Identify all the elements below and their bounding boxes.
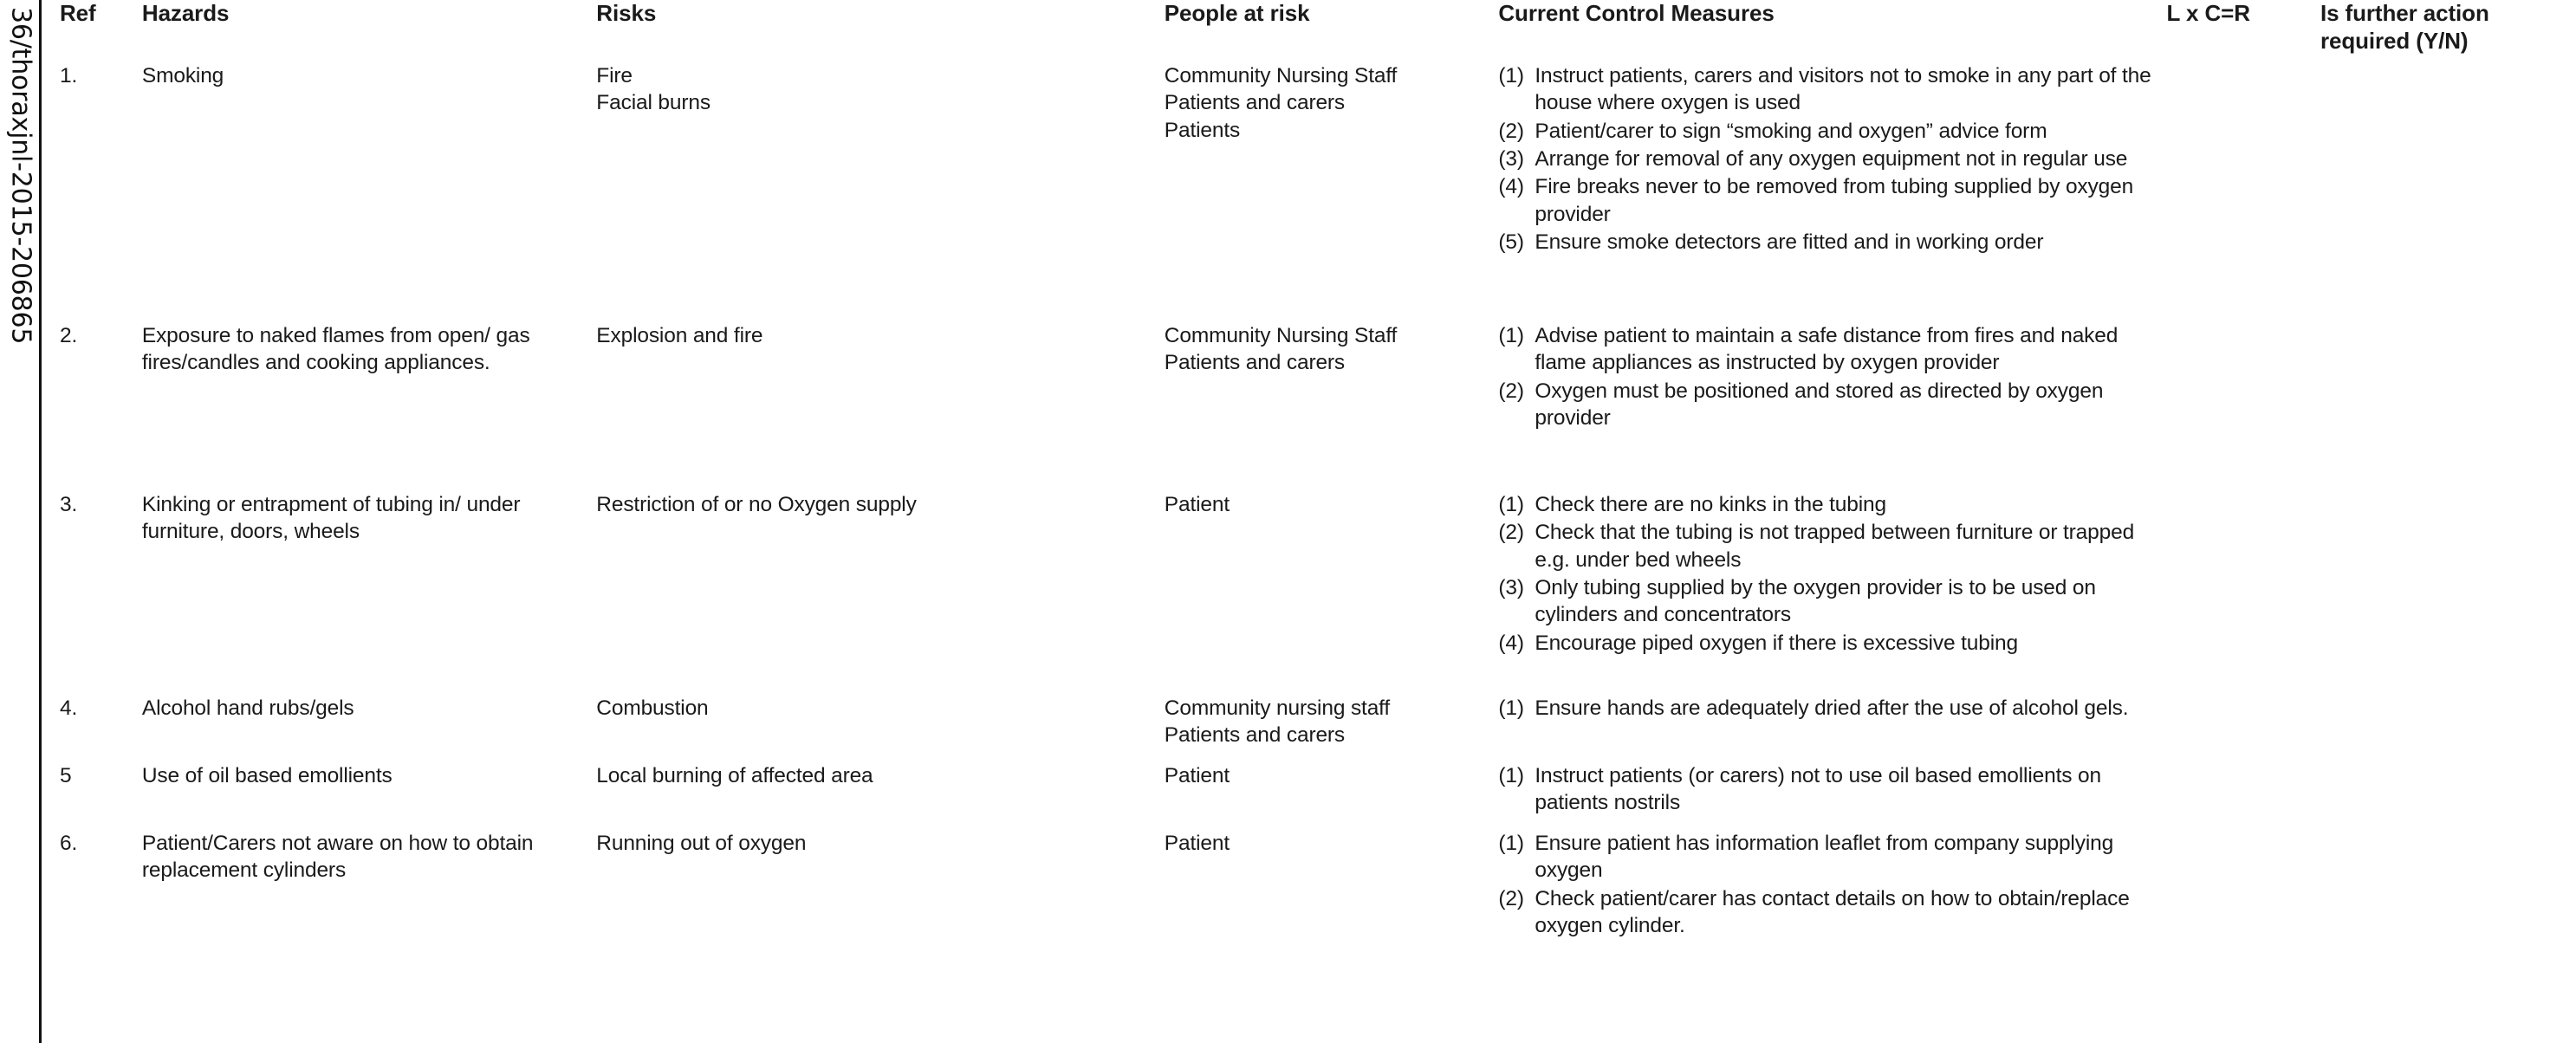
header-hazards: Hazards xyxy=(141,0,230,26)
measure-text: Arrange for removal of any oxygen equipment not in regular use xyxy=(1535,147,2128,172)
risk-line: Running out of oxygen xyxy=(596,832,807,855)
control-measures-list xyxy=(1498,491,2166,657)
cell-people-at-risk xyxy=(1165,762,1499,830)
cell-likelihood[interactable] xyxy=(2167,830,2212,940)
people-line: Patient xyxy=(1164,493,1230,516)
control-measure-item xyxy=(1498,630,2166,657)
cell-rating[interactable] xyxy=(2257,830,2320,940)
cell-likelihood[interactable] xyxy=(2167,322,2212,491)
control-measure-item xyxy=(1498,173,2166,228)
measure-text: Instruct patients, carers and visitors not to smoke in any part of the house where oxygen is used xyxy=(1535,64,2151,115)
cell-risks xyxy=(596,695,1165,762)
control-measure-item xyxy=(1498,491,2166,518)
cell-ref: 5 xyxy=(60,764,72,787)
cell-rating[interactable] xyxy=(2257,762,2320,830)
table-row xyxy=(47,695,2576,762)
control-measure-item xyxy=(1498,762,2166,817)
cell-rating[interactable] xyxy=(2257,62,2320,322)
cell-further-action[interactable] xyxy=(2320,491,2576,695)
measure-number: (1) xyxy=(1498,493,1524,516)
table-row xyxy=(47,762,2576,830)
measure-number: (3) xyxy=(1498,147,1524,172)
cell-consequence[interactable] xyxy=(2212,322,2257,491)
cell-hazard: Kinking or entrapment of tubing in/ under furniture, doors, wheels xyxy=(141,493,521,544)
header-current-control-measures: Current Control Measures xyxy=(1498,0,1775,26)
cell-hazard: Smoking xyxy=(141,64,224,87)
risk-line: Explosion and fire xyxy=(596,324,763,347)
cell-control-measures xyxy=(1498,322,2166,491)
measure-number: (2) xyxy=(1498,521,1524,545)
measure-text: Ensure hands are adequately dried after the use of alcohol gels. xyxy=(1535,696,2129,720)
cell-likelihood[interactable] xyxy=(2167,762,2212,830)
people-line: Community nursing staff xyxy=(1164,696,1391,720)
control-measure-item xyxy=(1498,62,2166,117)
measure-number: (4) xyxy=(1498,175,1524,199)
cell-rating[interactable] xyxy=(2257,322,2320,491)
table-row xyxy=(47,322,2576,491)
people-line: Patient xyxy=(1164,764,1230,787)
risk-line: Facial burns xyxy=(596,91,711,115)
cell-people-at-risk xyxy=(1165,830,1499,940)
cell-ref: 4. xyxy=(60,696,78,720)
control-measure-item xyxy=(1498,378,2166,432)
cell-risks xyxy=(596,62,1165,322)
header-row xyxy=(47,0,2576,62)
cell-hazard: Exposure to naked flames from open/ gas fires/candles and cooking appliances. xyxy=(141,324,530,375)
cell-consequence[interactable] xyxy=(2212,62,2257,322)
measure-text: Encourage piped oxygen if there is excessive tubing xyxy=(1535,631,2018,655)
cell-people-at-risk xyxy=(1165,62,1499,322)
people-line: Community Nursing Staff xyxy=(1164,324,1398,347)
cell-likelihood[interactable] xyxy=(2167,491,2212,695)
table-row xyxy=(47,830,2576,940)
cell-consequence[interactable] xyxy=(2212,695,2257,762)
control-measures-list xyxy=(1498,62,2166,256)
cell-ref: 3. xyxy=(60,493,78,516)
measure-text: Check there are no kinks in the tubing xyxy=(1535,493,1886,516)
measure-text: Instruct patients (or carers) not to use oil based emollients on patients nostrils xyxy=(1535,764,2101,815)
measure-number: (1) xyxy=(1498,764,1524,787)
cell-risks xyxy=(596,322,1165,491)
cell-further-action[interactable] xyxy=(2320,762,2576,830)
cell-further-action[interactable] xyxy=(2320,62,2576,322)
control-measure-item xyxy=(1498,519,2166,573)
header-risks: Risks xyxy=(596,0,657,26)
cell-further-action[interactable] xyxy=(2320,322,2576,491)
measure-number: (1) xyxy=(1498,64,1524,87)
measure-number: (1) xyxy=(1498,324,1524,347)
cell-hazard: Use of oil based emollients xyxy=(141,764,393,787)
measure-text: Only tubing supplied by the oxygen provider is to be used on cylinders and concentrators xyxy=(1535,576,2096,627)
cell-likelihood[interactable] xyxy=(2167,62,2212,322)
risk-line: Combustion xyxy=(596,696,709,720)
people-line: Patients xyxy=(1164,118,1241,142)
control-measure-item xyxy=(1498,885,2166,940)
cell-likelihood[interactable] xyxy=(2167,695,2212,762)
header-ref: Ref xyxy=(60,0,96,26)
risk-line: Local burning of affected area xyxy=(596,764,873,787)
cell-control-measures xyxy=(1498,830,2166,940)
people-line: Community Nursing Staff xyxy=(1164,64,1398,87)
cell-risks xyxy=(596,491,1165,695)
cell-risks xyxy=(596,830,1165,940)
control-measures-list xyxy=(1498,762,2166,817)
header-people-at-risk: People at risk xyxy=(1164,0,1310,26)
control-measure-item xyxy=(1498,118,2166,145)
journal-margin-note xyxy=(0,0,42,1043)
cell-consequence[interactable] xyxy=(2212,830,2257,940)
measure-text: Check that the tubing is not trapped between furniture or trapped e.g. under bed wheels xyxy=(1535,521,2135,572)
control-measure-item xyxy=(1498,574,2166,629)
control-measure-item xyxy=(1498,322,2166,377)
measure-text: Ensure patient has information leaflet from company supplying oxygen xyxy=(1535,832,2114,883)
cell-people-at-risk xyxy=(1165,322,1499,491)
cell-rating[interactable] xyxy=(2257,695,2320,762)
control-measure-item xyxy=(1498,229,2166,256)
risk-line: Restriction of or no Oxygen supply xyxy=(596,493,917,516)
control-measures-list xyxy=(1498,830,2166,939)
measure-number: (4) xyxy=(1498,631,1524,655)
table-body xyxy=(47,62,2576,940)
measure-number: (2) xyxy=(1498,886,1524,910)
risk-assessment-table xyxy=(47,0,2576,940)
header-action-line-2: required (Y/N) xyxy=(2320,27,2469,54)
cell-consequence[interactable] xyxy=(2212,762,2257,830)
cell-consequence[interactable] xyxy=(2212,491,2257,695)
measure-text: Patient/carer to sign “smoking and oxygen” advice form xyxy=(1535,119,2047,143)
header-action-line-1: Is further action xyxy=(2320,0,2489,26)
table-row xyxy=(47,62,2576,322)
cell-control-measures xyxy=(1498,762,2166,830)
measure-text: Advise patient to maintain a safe distance from fires and naked flame appliances as instructed by oxygen provider xyxy=(1535,324,2119,375)
cell-further-action[interactable] xyxy=(2320,695,2576,762)
people-line: Patients and carers xyxy=(1164,91,1346,115)
risk-line: Fire xyxy=(596,64,633,87)
control-measures-list xyxy=(1498,322,2166,431)
cell-rating[interactable] xyxy=(2257,491,2320,695)
people-line: Patient xyxy=(1164,832,1230,855)
cell-ref: 2. xyxy=(60,324,78,347)
measure-text: Check patient/carer has contact details on how to obtain/replace oxygen cylinder. xyxy=(1535,886,2130,938)
measure-number: (2) xyxy=(1498,119,1524,143)
people-line: Patients and carers xyxy=(1164,351,1346,375)
table-container xyxy=(42,0,2576,1043)
measure-number: (1) xyxy=(1498,832,1524,855)
header-l-x-c-equals-r: L x C=R xyxy=(2166,0,2250,26)
cell-people-at-risk xyxy=(1165,695,1499,762)
cell-risks xyxy=(596,762,1165,830)
control-measure-item xyxy=(1498,830,2166,884)
header-is-further-action-required xyxy=(2320,0,2576,62)
measure-number: (2) xyxy=(1498,379,1524,403)
table-row xyxy=(47,491,2576,695)
cell-further-action[interactable] xyxy=(2320,830,2576,940)
cell-ref: 6. xyxy=(60,832,78,855)
table-header xyxy=(47,0,2576,62)
measure-text: Fire breaks never to be removed from tubing supplied by oxygen provider xyxy=(1535,175,2134,226)
measure-text: Ensure smoke detectors are fitted and in working order xyxy=(1535,230,2044,255)
measure-number: (5) xyxy=(1498,230,1524,255)
cell-people-at-risk xyxy=(1165,491,1499,695)
cell-ref: 1. xyxy=(60,64,78,87)
measure-number: (1) xyxy=(1498,696,1524,720)
cell-control-measures xyxy=(1498,491,2166,695)
doi-text: 36/thoraxjnl-2015-206865 xyxy=(5,7,36,345)
measure-text: Oxygen must be positioned and stored as directed by oxygen provider xyxy=(1535,379,2104,431)
control-measure-item xyxy=(1498,146,2166,172)
measure-number: (3) xyxy=(1498,576,1524,600)
control-measures-list xyxy=(1498,695,2166,722)
control-measure-item xyxy=(1498,695,2166,722)
cell-control-measures xyxy=(1498,62,2166,322)
cell-hazard: Alcohol hand rubs/gels xyxy=(141,696,354,720)
cell-hazard: Patient/Carers not aware on how to obtain replacement cylinders xyxy=(141,832,534,883)
people-line: Patients and carers xyxy=(1164,723,1346,748)
cell-control-measures xyxy=(1498,695,2166,762)
